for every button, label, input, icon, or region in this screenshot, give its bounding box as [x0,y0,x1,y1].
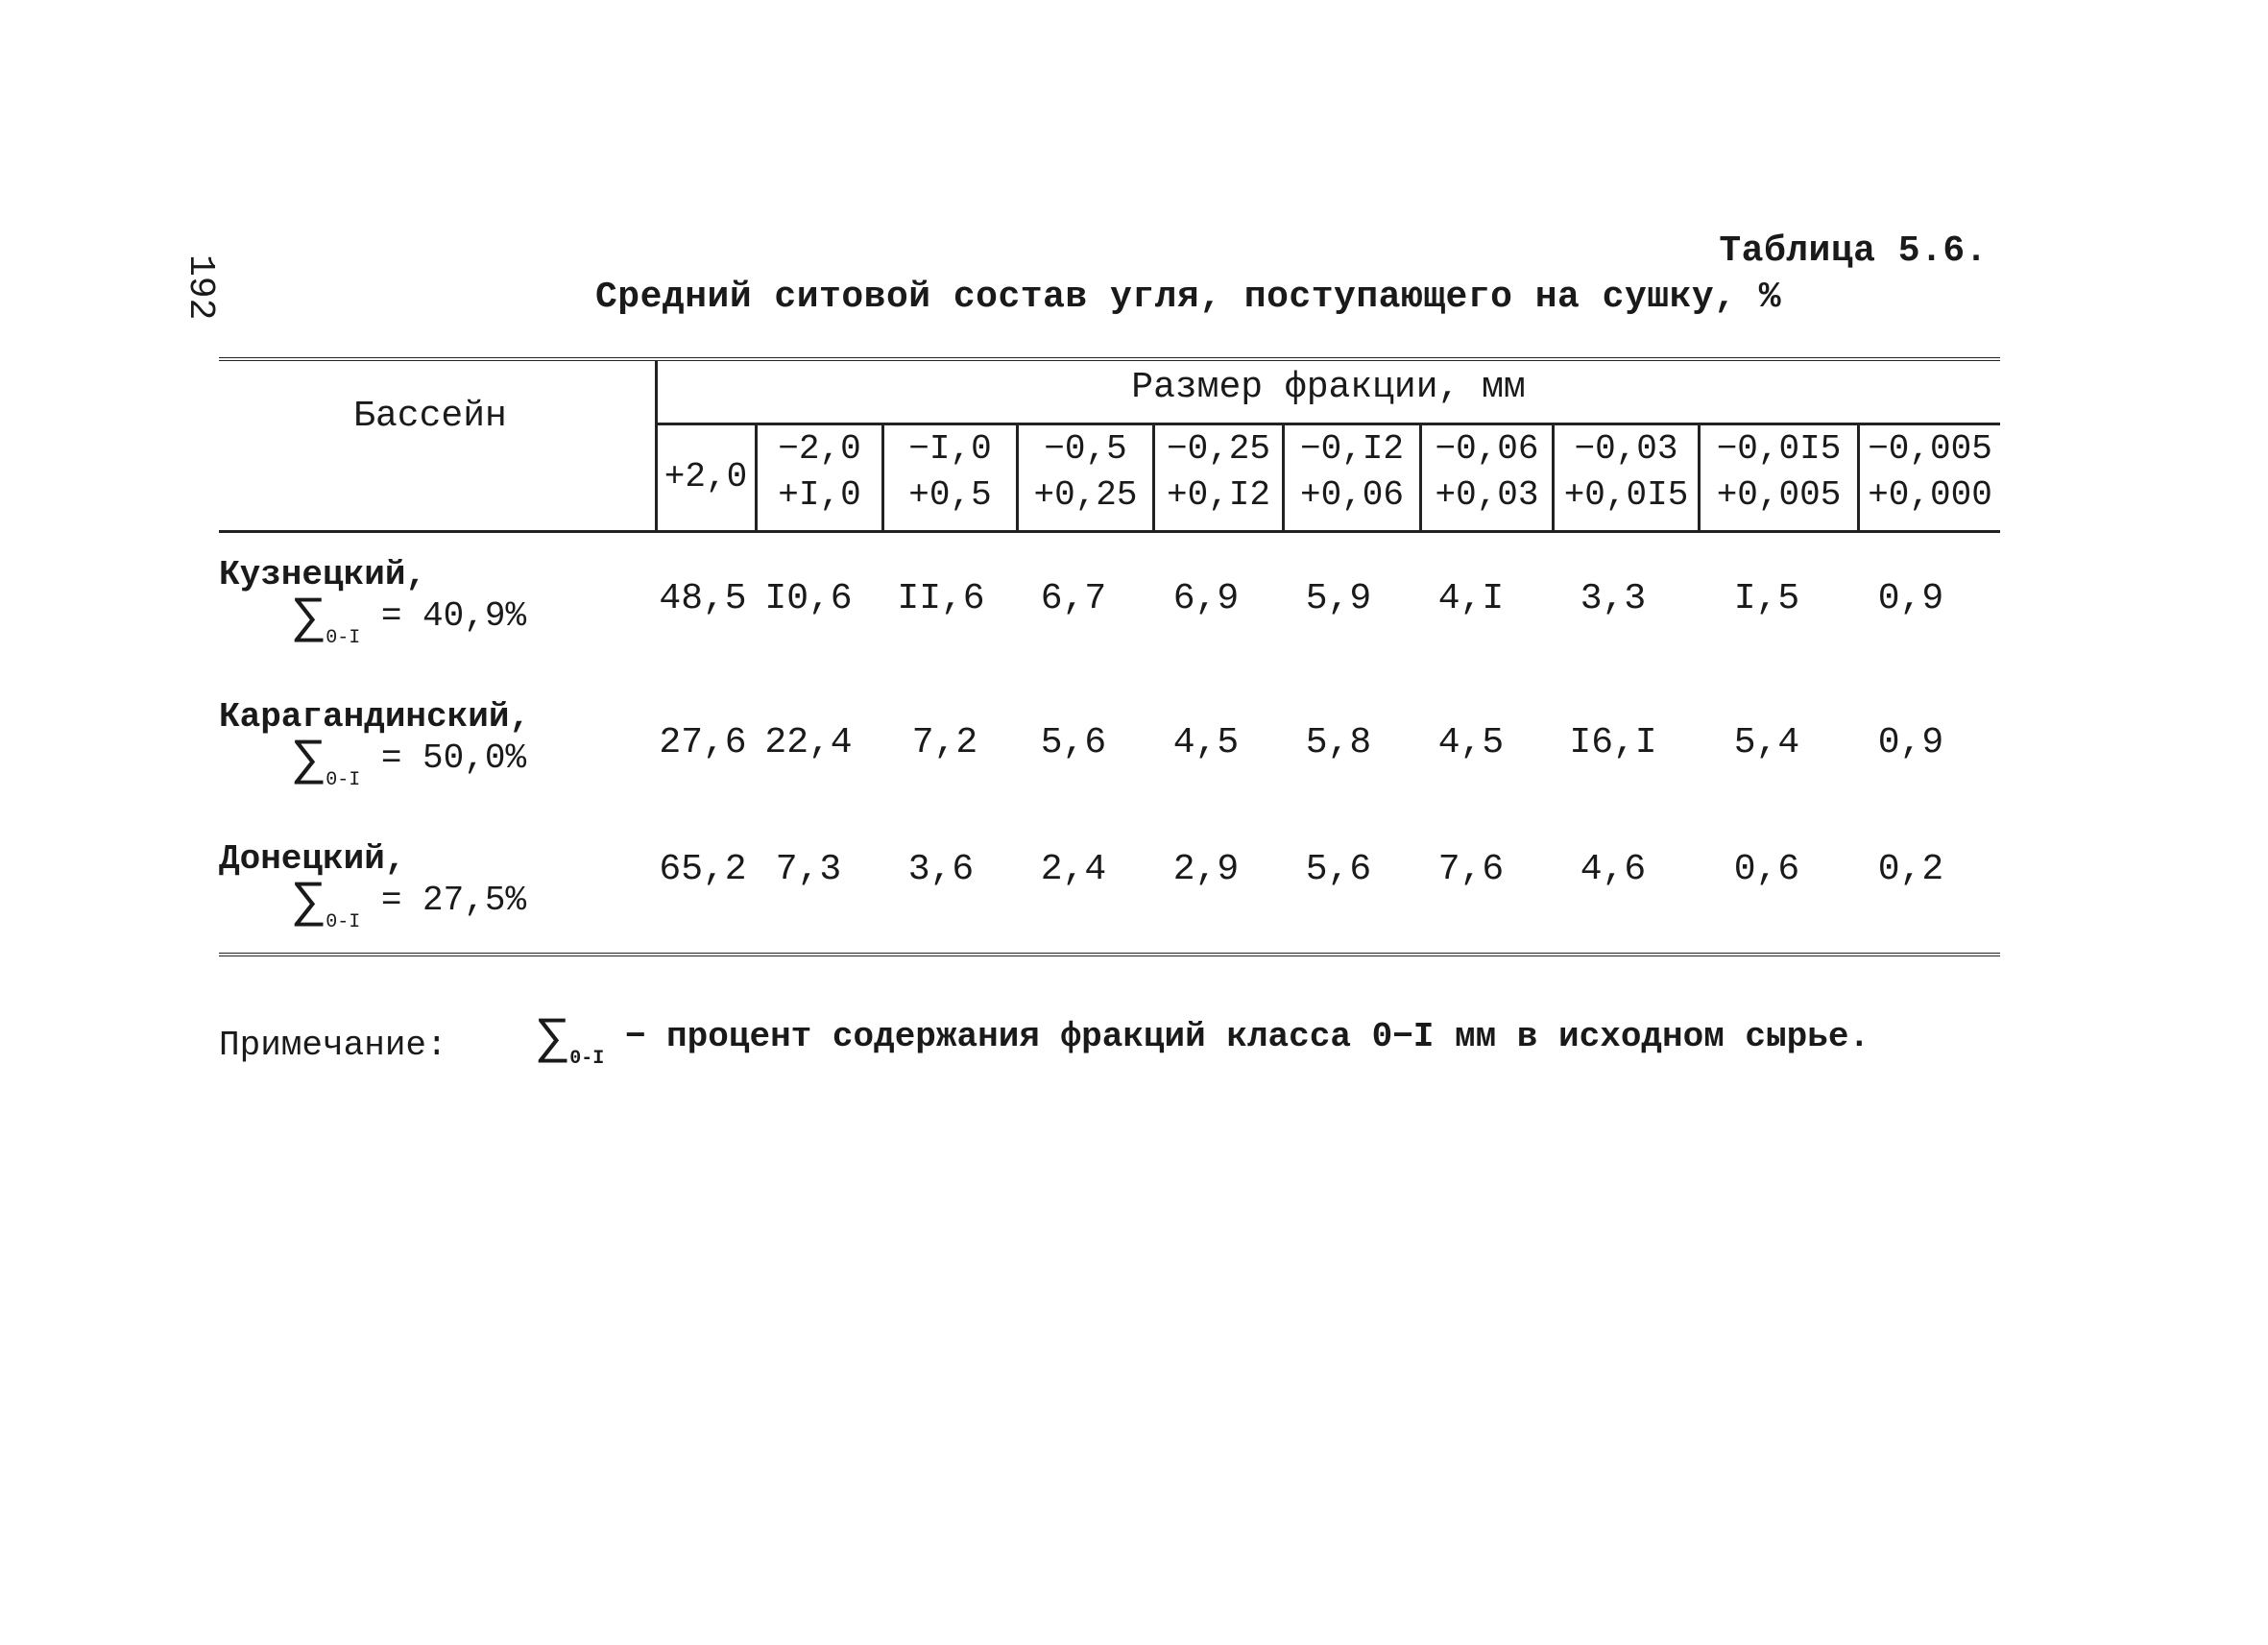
sigma-symbol: ∑ [294,590,325,646]
basin-name-karaganda: Карагандинский, [219,697,531,737]
table-cell: 2,4 [1040,849,1107,890]
table-cell: 4,5 [1172,722,1240,763]
table-cell: 2,9 [1172,849,1240,890]
table-cell: I,5 [1733,578,1800,619]
table-label: Таблица 5.6. [1719,230,1988,272]
table-cell: 0,9 [1877,722,1944,763]
table-cell: 3,6 [907,849,975,890]
basin-column-header: Бассейн [353,396,507,437]
table-cell: 5,6 [1040,722,1107,763]
table-cell: 5,4 [1733,722,1800,763]
table-cell: 6,7 [1040,578,1107,619]
subheader-rule [657,423,2000,425]
table-cell: 4,6 [1580,849,1647,890]
sigma-symbol: ∑ [294,874,325,931]
size-fraction-header: Размер фракции, мм [1131,367,1526,408]
fraction-column-header: −I,0 +0,5 [908,429,992,515]
table-cell: 0,9 [1877,578,1944,619]
table-cell: 7,3 [775,849,842,890]
fraction-column-header: −0,25 +0,I2 [1166,429,1271,515]
page-number: 192 [180,254,221,321]
table-top-rule [219,357,2000,361]
table-cell: I6,I [1569,722,1657,763]
note-text: ∑ $_{0-I}$ − процент содержания фракций класса 0−I мм в исходном сырье. [538,1010,1870,1070]
table-cell: 5,9 [1305,578,1372,619]
table-cell: 0,2 [1877,849,1944,890]
fraction-column-header: −0,0I5 +0,005 [1716,429,1842,515]
fraction-column-header: +2,0 [664,457,748,496]
table-cell: 48,5 [659,578,747,619]
table-cell: 4,I [1437,578,1505,619]
fraction-column-header: −0,I2 +0,06 [1299,429,1405,515]
table-cell: 6,9 [1172,578,1240,619]
table-cell: 5,8 [1305,722,1372,763]
fraction-column-header: −0,005 +0,000 [1868,429,1992,515]
basin-sum: ∑ $_{0-I}$ = 50,0% [294,732,527,791]
table-title: Средний ситовой состав угля, поступающего на сушку, % [595,277,1782,318]
basin-sum: ∑ $_{0-I}$ = 27,5% [294,874,527,933]
table-cell: 5,6 [1305,849,1372,890]
fraction-column-header: −0,06 +0,03 [1435,429,1539,515]
fraction-column-header: −2,0 +I,0 [778,429,861,515]
table-cell: 27,6 [659,722,747,763]
table-cell: II,6 [897,578,985,619]
table-cell: 7,2 [911,722,978,763]
table-cell: 7,6 [1437,849,1505,890]
basin-name-donetsk: Донецкий, [219,839,406,879]
fraction-column-header: −0,03 +0,0I5 [1563,429,1689,515]
basin-sum: ∑ $_{0-I}$ = 40,9% [294,590,527,649]
table-cell: 3,3 [1580,578,1647,619]
fraction-column-header: −0,5 +0,25 [1033,429,1138,515]
table-cell: 4,5 [1437,722,1505,763]
table-cell: 0,6 [1733,849,1800,890]
basin-name-kuznetsk: Кузнецкий, [219,555,427,594]
table-cell: 65,2 [659,849,747,890]
table-cell: 22,4 [764,722,853,763]
header-bottom-rule [219,530,2000,533]
sigma-symbol: ∑ [538,1010,568,1067]
table-cell: I0,6 [764,578,853,619]
note-label: Примечание: [219,1026,447,1065]
sigma-symbol: ∑ [294,732,325,788]
table-bottom-rule [219,953,2000,956]
